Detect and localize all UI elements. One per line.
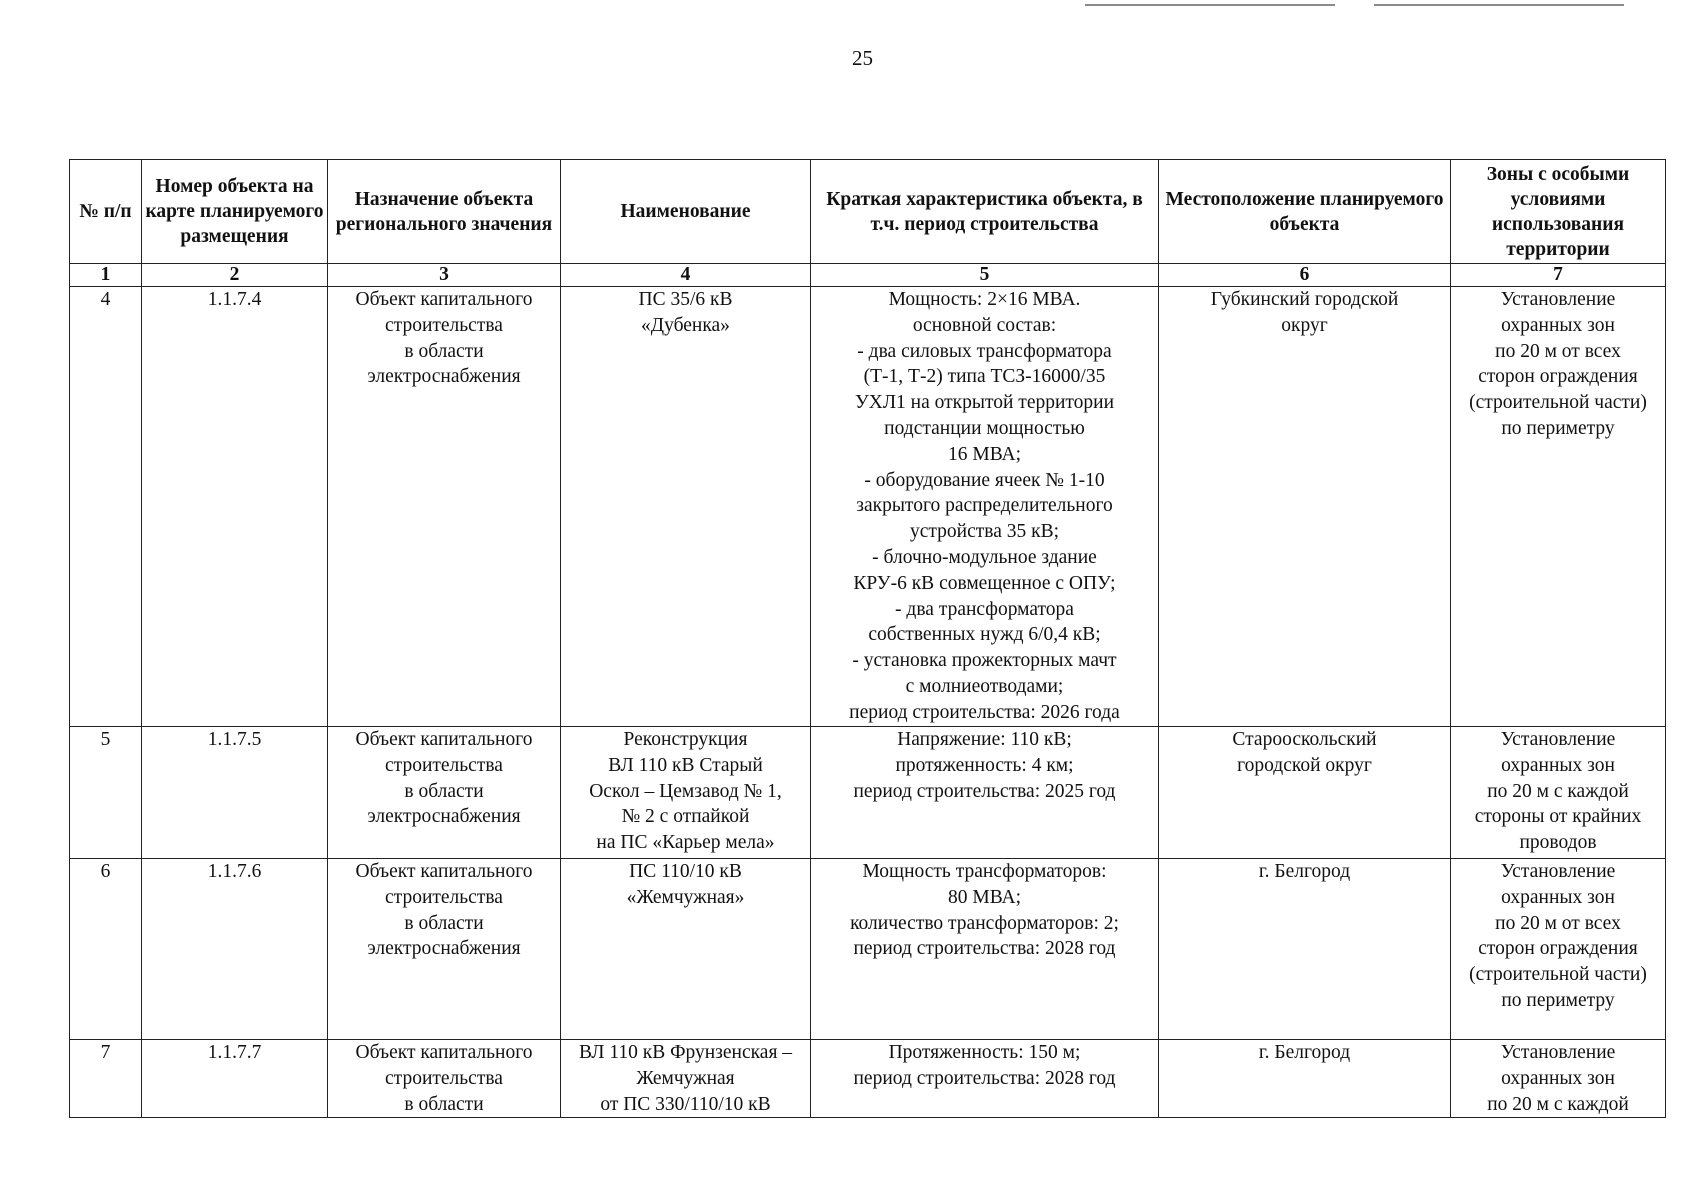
cell-line: Мощность: 2×16 МВА. [888, 289, 1081, 310]
cell-line: основной состав: [912, 314, 1057, 336]
cell-line: КРУ-6 кВ совмещенное с ОПУ; [853, 572, 1116, 594]
page-number: 25 [852, 46, 873, 70]
column-number: 3 [328, 264, 561, 287]
header-cell [561, 160, 811, 264]
location-cell [1159, 859, 1451, 1040]
cell-line: Напряжение: 110 кВ; [897, 729, 1072, 750]
zones-cell [1451, 727, 1666, 859]
header-cell [328, 160, 561, 264]
column-number: 1 [70, 264, 142, 287]
cell-line: период строительства: 2026 года [849, 701, 1120, 723]
header-label: Наименование [620, 201, 751, 222]
name-cell [561, 1040, 811, 1118]
cell-line: подстанции мощностью [884, 417, 1085, 439]
map-number-cell: 1.1.7.5 [142, 727, 328, 859]
column-number: 7 [1451, 264, 1666, 287]
cell-line: стороны от крайних [1474, 806, 1642, 828]
header-label: Назначение объекта регионального значения [335, 188, 553, 235]
location-cell [1159, 287, 1451, 727]
header-label: Номер объекта на карте планируемого размещения [145, 176, 324, 247]
header-row [70, 160, 1666, 264]
purpose-cell [328, 727, 561, 859]
cell-line: «Дубенка» [641, 314, 730, 336]
purpose-cell [328, 1040, 561, 1118]
cell-line: период строительства: 2028 год [853, 938, 1116, 960]
cell-line: Установление [1500, 289, 1616, 310]
cell-line: Объект капитального [355, 289, 533, 310]
cell-line: строительства [385, 314, 503, 336]
cell-line: Протяженность: 150 м; [888, 1042, 1081, 1063]
table-row [70, 859, 1666, 1040]
cell-line: проводов [1519, 832, 1597, 854]
cell-line: охранных зон [1501, 754, 1615, 776]
header-cell [1159, 160, 1451, 264]
cell-line: ВЛ 110 кВ Фрунзенская – [578, 1042, 793, 1063]
cell-line: (строительной части) [1469, 964, 1647, 986]
table-row [70, 727, 1666, 859]
cell-line: в области [404, 1093, 484, 1115]
zones-cell [1451, 1040, 1666, 1118]
cell-line: - установка прожекторных мачт [852, 650, 1117, 672]
description-cell [811, 727, 1159, 859]
name-cell [561, 727, 811, 859]
cell-line: электроснабжения [367, 938, 521, 960]
cell-line: в области [404, 912, 484, 934]
location-cell [1159, 727, 1451, 859]
header-cell [1451, 160, 1666, 264]
cell-line: г. Белгород [1258, 1042, 1351, 1063]
cell-line: период строительства: 2028 год [853, 1067, 1116, 1089]
description-cell [811, 287, 1159, 727]
zones-cell [1451, 859, 1666, 1040]
cell-line: Старооскольский [1232, 729, 1377, 750]
cell-line: - два трансформатора [895, 598, 1074, 620]
cell-line: (строительной части) [1469, 392, 1647, 414]
column-number: 5 [811, 264, 1159, 287]
cell-line: Мощность трансформаторов: [862, 861, 1107, 882]
cell-line: Губкинский городской [1210, 289, 1399, 310]
cell-line: Установление [1500, 1042, 1616, 1063]
cell-line: в области [404, 340, 484, 362]
map-number-cell: 1.1.7.4 [142, 287, 328, 727]
cell-line: ВЛ 110 кВ Старый [608, 754, 763, 776]
header-label: Местоположение планируемого объекта [1165, 188, 1444, 235]
header-label: Зоны с особыми условиями использования территории [1486, 163, 1630, 260]
cell-line: г. Белгород [1258, 861, 1351, 882]
cell-line: на ПС «Карьер мела» [596, 832, 775, 854]
zones-cell [1451, 287, 1666, 727]
row-number-cell: 4 [70, 287, 142, 727]
column-number: 2 [142, 264, 328, 287]
cell-line: ПС 110/10 кВ [629, 861, 742, 882]
cell-line: охранных зон [1501, 314, 1615, 336]
planned-objects-table [69, 159, 1666, 1118]
row-number-cell: 5 [70, 727, 142, 859]
column-number-row [70, 264, 1666, 287]
cell-line: устройства 35 кВ; [909, 521, 1060, 543]
cell-line: закрытого распределительного [856, 495, 1113, 517]
cell-line: Оскол – Цемзавод № 1, [589, 780, 782, 802]
cell-line: по 20 м с каждой [1487, 780, 1629, 802]
cell-line: ПС 35/6 кВ [638, 289, 733, 310]
header-cell [142, 160, 328, 264]
cell-line: строительства [385, 754, 503, 776]
cell-line: Реконструкция [623, 729, 748, 750]
name-cell [561, 287, 811, 727]
header-label: Краткая характеристика объекта, в т.ч. период строительства [826, 188, 1143, 235]
purpose-cell [328, 287, 561, 727]
cell-line: - оборудование ячеек № 1-10 [864, 469, 1105, 491]
cell-line: охранных зон [1501, 886, 1615, 908]
table-row [70, 287, 1666, 727]
cell-line: с молниеотводами; [905, 675, 1064, 697]
cell-line: УХЛ1 на открытой территории [854, 392, 1115, 414]
cell-line: по 20 м от всех [1495, 912, 1621, 934]
cell-line: городской округ [1237, 754, 1372, 776]
cell-line: Установление [1500, 729, 1616, 750]
description-cell [811, 1040, 1159, 1118]
description-cell [811, 859, 1159, 1040]
cell-line: Установление [1500, 861, 1616, 882]
row-number-cell: 6 [70, 859, 142, 1040]
header-label: № п/п [79, 201, 132, 222]
cell-line: Объект капитального [355, 861, 533, 882]
cell-line: по 20 м с каждой [1487, 1093, 1629, 1115]
scan-edge-line [1374, 4, 1624, 6]
cell-line: по периметру [1501, 989, 1615, 1011]
cell-line: «Жемчужная» [626, 886, 745, 908]
table-body [70, 287, 1666, 1118]
name-cell [561, 859, 811, 1040]
cell-line: - блочно-модульное здание [872, 546, 1097, 568]
map-number-cell: 1.1.7.7 [142, 1040, 328, 1118]
map-number-cell: 1.1.7.6 [142, 859, 328, 1040]
cell-line: Объект капитального [355, 1042, 533, 1063]
table-row [70, 1040, 1666, 1118]
cell-line: от ПС 330/110/10 кВ [600, 1093, 771, 1115]
cell-line: протяженность: 4 км; [895, 754, 1074, 776]
cell-line: количество трансформаторов: 2; [850, 912, 1119, 934]
purpose-cell [328, 859, 561, 1040]
cell-line: сторон ограждения [1478, 366, 1638, 388]
cell-line: по периметру [1501, 417, 1615, 439]
location-cell [1159, 1040, 1451, 1118]
header-cell [811, 160, 1159, 264]
cell-line: в области [404, 780, 484, 802]
cell-line: - два силовых трансформатора [857, 340, 1112, 362]
column-number: 4 [561, 264, 811, 287]
header-cell [70, 160, 142, 264]
cell-line: сторон ограждения [1478, 938, 1638, 960]
cell-line: охранных зон [1501, 1067, 1615, 1089]
cell-line: строительства [385, 1067, 503, 1089]
cell-line: Жемчужная [636, 1067, 735, 1089]
cell-line: Объект капитального [355, 729, 533, 750]
cell-line: 16 МВА; [948, 443, 1021, 465]
scan-edge-line [1085, 4, 1335, 6]
cell-line: период строительства: 2025 год [853, 780, 1116, 802]
cell-line: электроснабжения [367, 806, 521, 828]
cell-line: строительства [385, 886, 503, 908]
column-number: 6 [1159, 264, 1451, 287]
cell-line: по 20 м от всех [1495, 340, 1621, 362]
cell-line: (Т-1, Т-2) типа ТСЗ-16000/35 [863, 366, 1106, 388]
row-number-cell: 7 [70, 1040, 142, 1118]
cell-line: округ [1281, 314, 1328, 336]
cell-line: 80 МВА; [948, 886, 1021, 908]
cell-line: № 2 с отпайкой [621, 806, 750, 828]
cell-line: собственных нужд 6/0,4 кВ; [868, 624, 1101, 646]
cell-line: электроснабжения [367, 366, 521, 388]
